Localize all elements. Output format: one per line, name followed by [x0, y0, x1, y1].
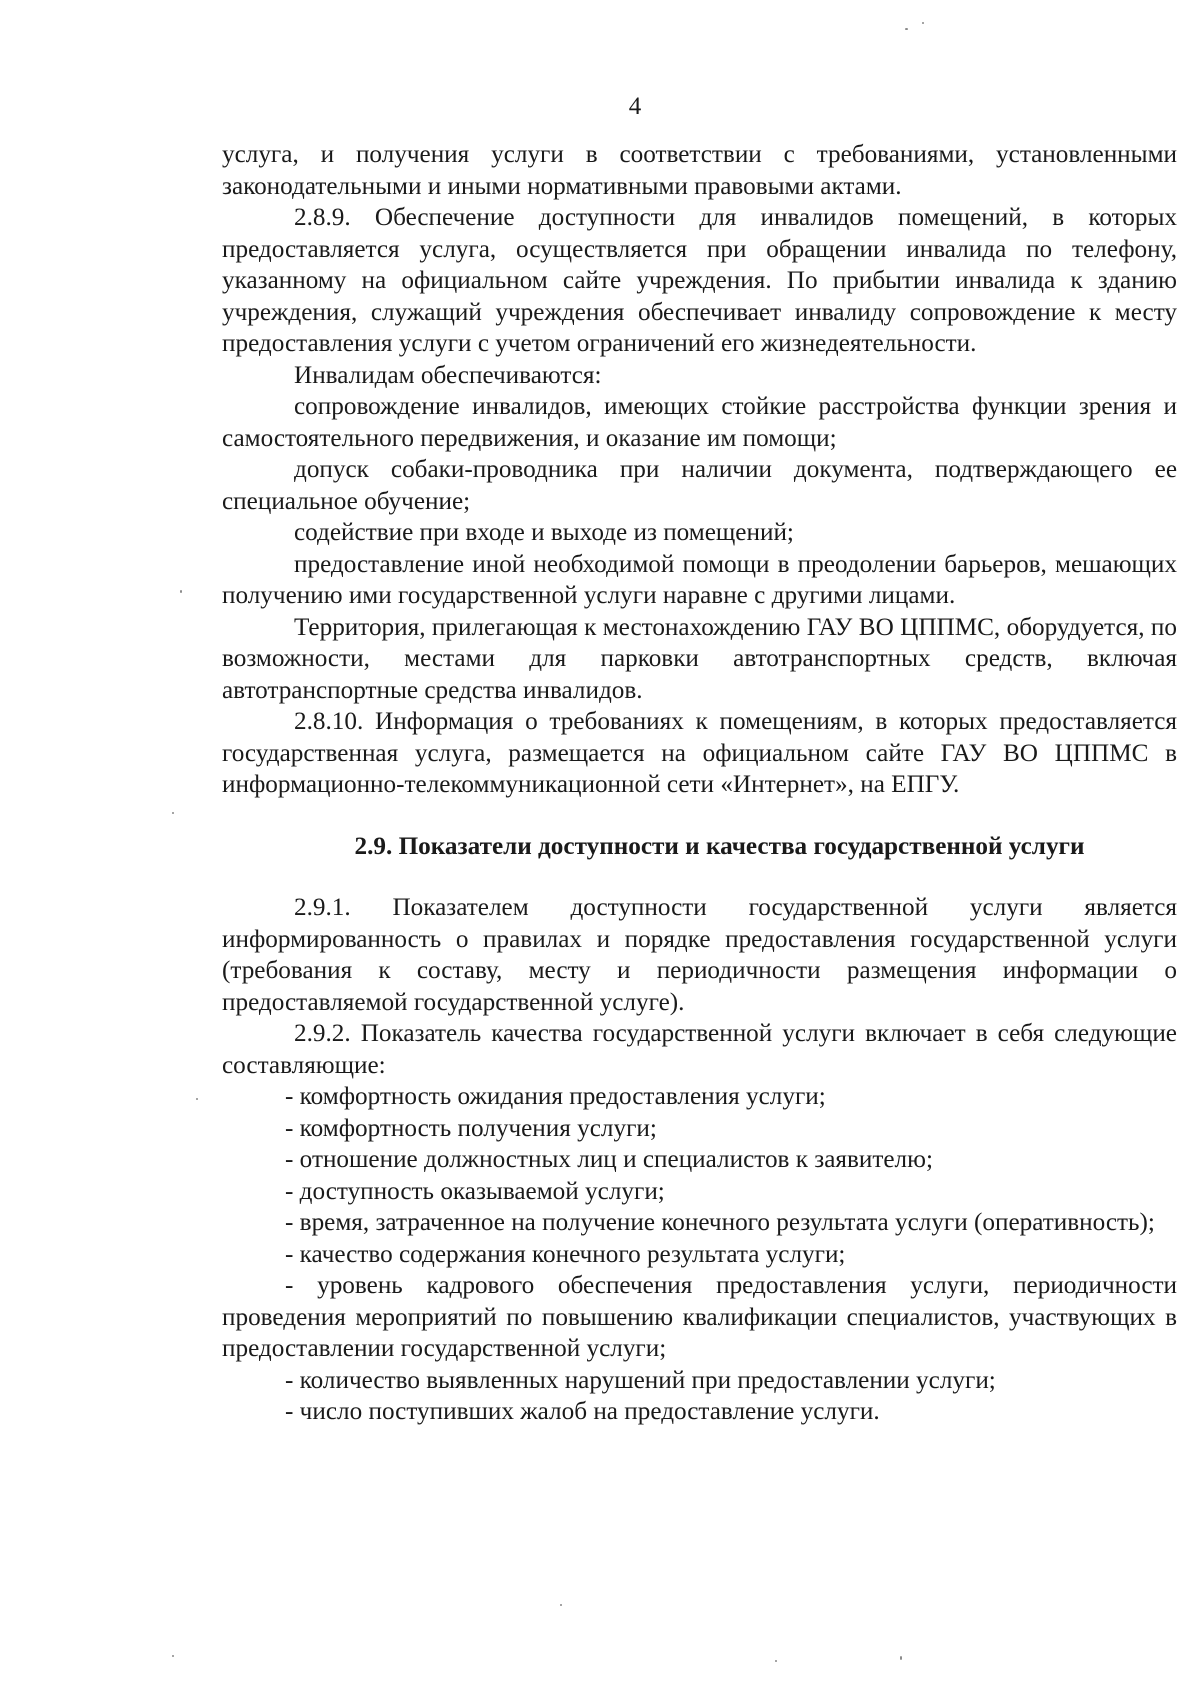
list-item: - доступность оказываемой услуги; [285, 1177, 665, 1205]
scan-speck [196, 1098, 198, 1100]
scan-speck [172, 1655, 174, 1657]
scan-speck [560, 1604, 562, 1606]
list-item: - комфортность ожидания предоставления услуги; [285, 1083, 826, 1110]
scan-speck [922, 22, 924, 24]
paragraph: содействие при входе и выходе из помещений; [294, 519, 794, 546]
paragraph: предоставление иной необходимой помощи в преодолении барьеров, мешающих получению ими государственной услуги наравне с другими лицами. [222, 550, 1177, 609]
document-body [222, 139, 1177, 1428]
scan-speck [905, 28, 908, 30]
section-heading: 2.9. Показатели доступности и качества государственной услуги [354, 832, 1085, 860]
scan-speck [172, 812, 174, 814]
paragraph: Инвалидам обеспечиваются: [294, 361, 602, 389]
section-2-9-body [222, 892, 1177, 1081]
scan-speck [775, 1660, 777, 1662]
paragraph: 2.9.1. Показателем доступности государственной услуги является информированность о правилах и порядке предоставления государственной услуги (требования к составу, месту и периодичности размещения информации о предоставляемой государственной услуге). [222, 894, 1177, 1016]
paragraph: Территория, прилегающая к местонахождению ГАУ ВО ЦППМС, оборудуется, по возможности, местами для парковки автотранспортных средств, включая автотранспортные средства инвалидов. [222, 613, 1177, 704]
scan-speck [180, 590, 182, 593]
list-item: - уровень кадрового обеспечения предоставления услуги, периодичности проведения мероприятий по повышению квалификации специалистов, участвующих в предоставлении государственной услуги; [222, 1272, 1177, 1362]
paragraph: сопровождение инвалидов, имеющих стойкие расстройства функции зрения и самостоятельного передвижения, и оказание им помощи; [222, 393, 1177, 452]
paragraph: 2.8.9. Обеспечение доступности для инвалидов помещений, в которых предоставляется услуга, осуществляется при обращении инвалида по телефону, указанному на официальном сайте учреждения. По прибытии инвалида к зданию учреждения, служащий учреждения обеспечивает инвалиду сопровождение к месту предоставления услуги с учетом ограничений его жизнедеятельности. [222, 204, 1177, 357]
paragraph: 2.8.10. Информация о требованиях к помещениям, в которых предоставляется государственная услуга, размещается на официальном сайте ГАУ ВО ЦППМС в информационно-телекоммуникационной сети «Интернет», на ЕПГУ. [222, 708, 1177, 798]
quality-indicators-list [222, 1081, 1177, 1428]
list-item: - отношение должностных лиц и специалистов к заявителю; [285, 1146, 933, 1173]
list-item: - число поступивших жалоб на предоставление услуги. [285, 1398, 880, 1425]
list-item: - комфортность получения услуги; [285, 1114, 657, 1142]
paragraph: услуга, и получения услуги в соответствии с требованиями, установленными законодательными и иными нормативными правовыми актами. [222, 141, 1177, 200]
section-2-8-continuation [222, 139, 1177, 801]
scan-speck [900, 1656, 902, 1660]
paragraph: 2.9.2. Показатель качества государственной услуги включает в себя следующие составляющие: [222, 1020, 1177, 1079]
list-item: - качество содержания конечного результата услуги; [285, 1240, 846, 1268]
list-item: - количество выявленных нарушений при предоставлении услуги; [285, 1366, 996, 1394]
list-item: - время, затраченное на получение конечного результата услуги (оперативность); [285, 1209, 1155, 1236]
paragraph: допуск собаки-проводника при наличии документа, подтверждающего ее специальное обучение; [222, 456, 1177, 515]
page-number: 4 [628, 93, 642, 120]
